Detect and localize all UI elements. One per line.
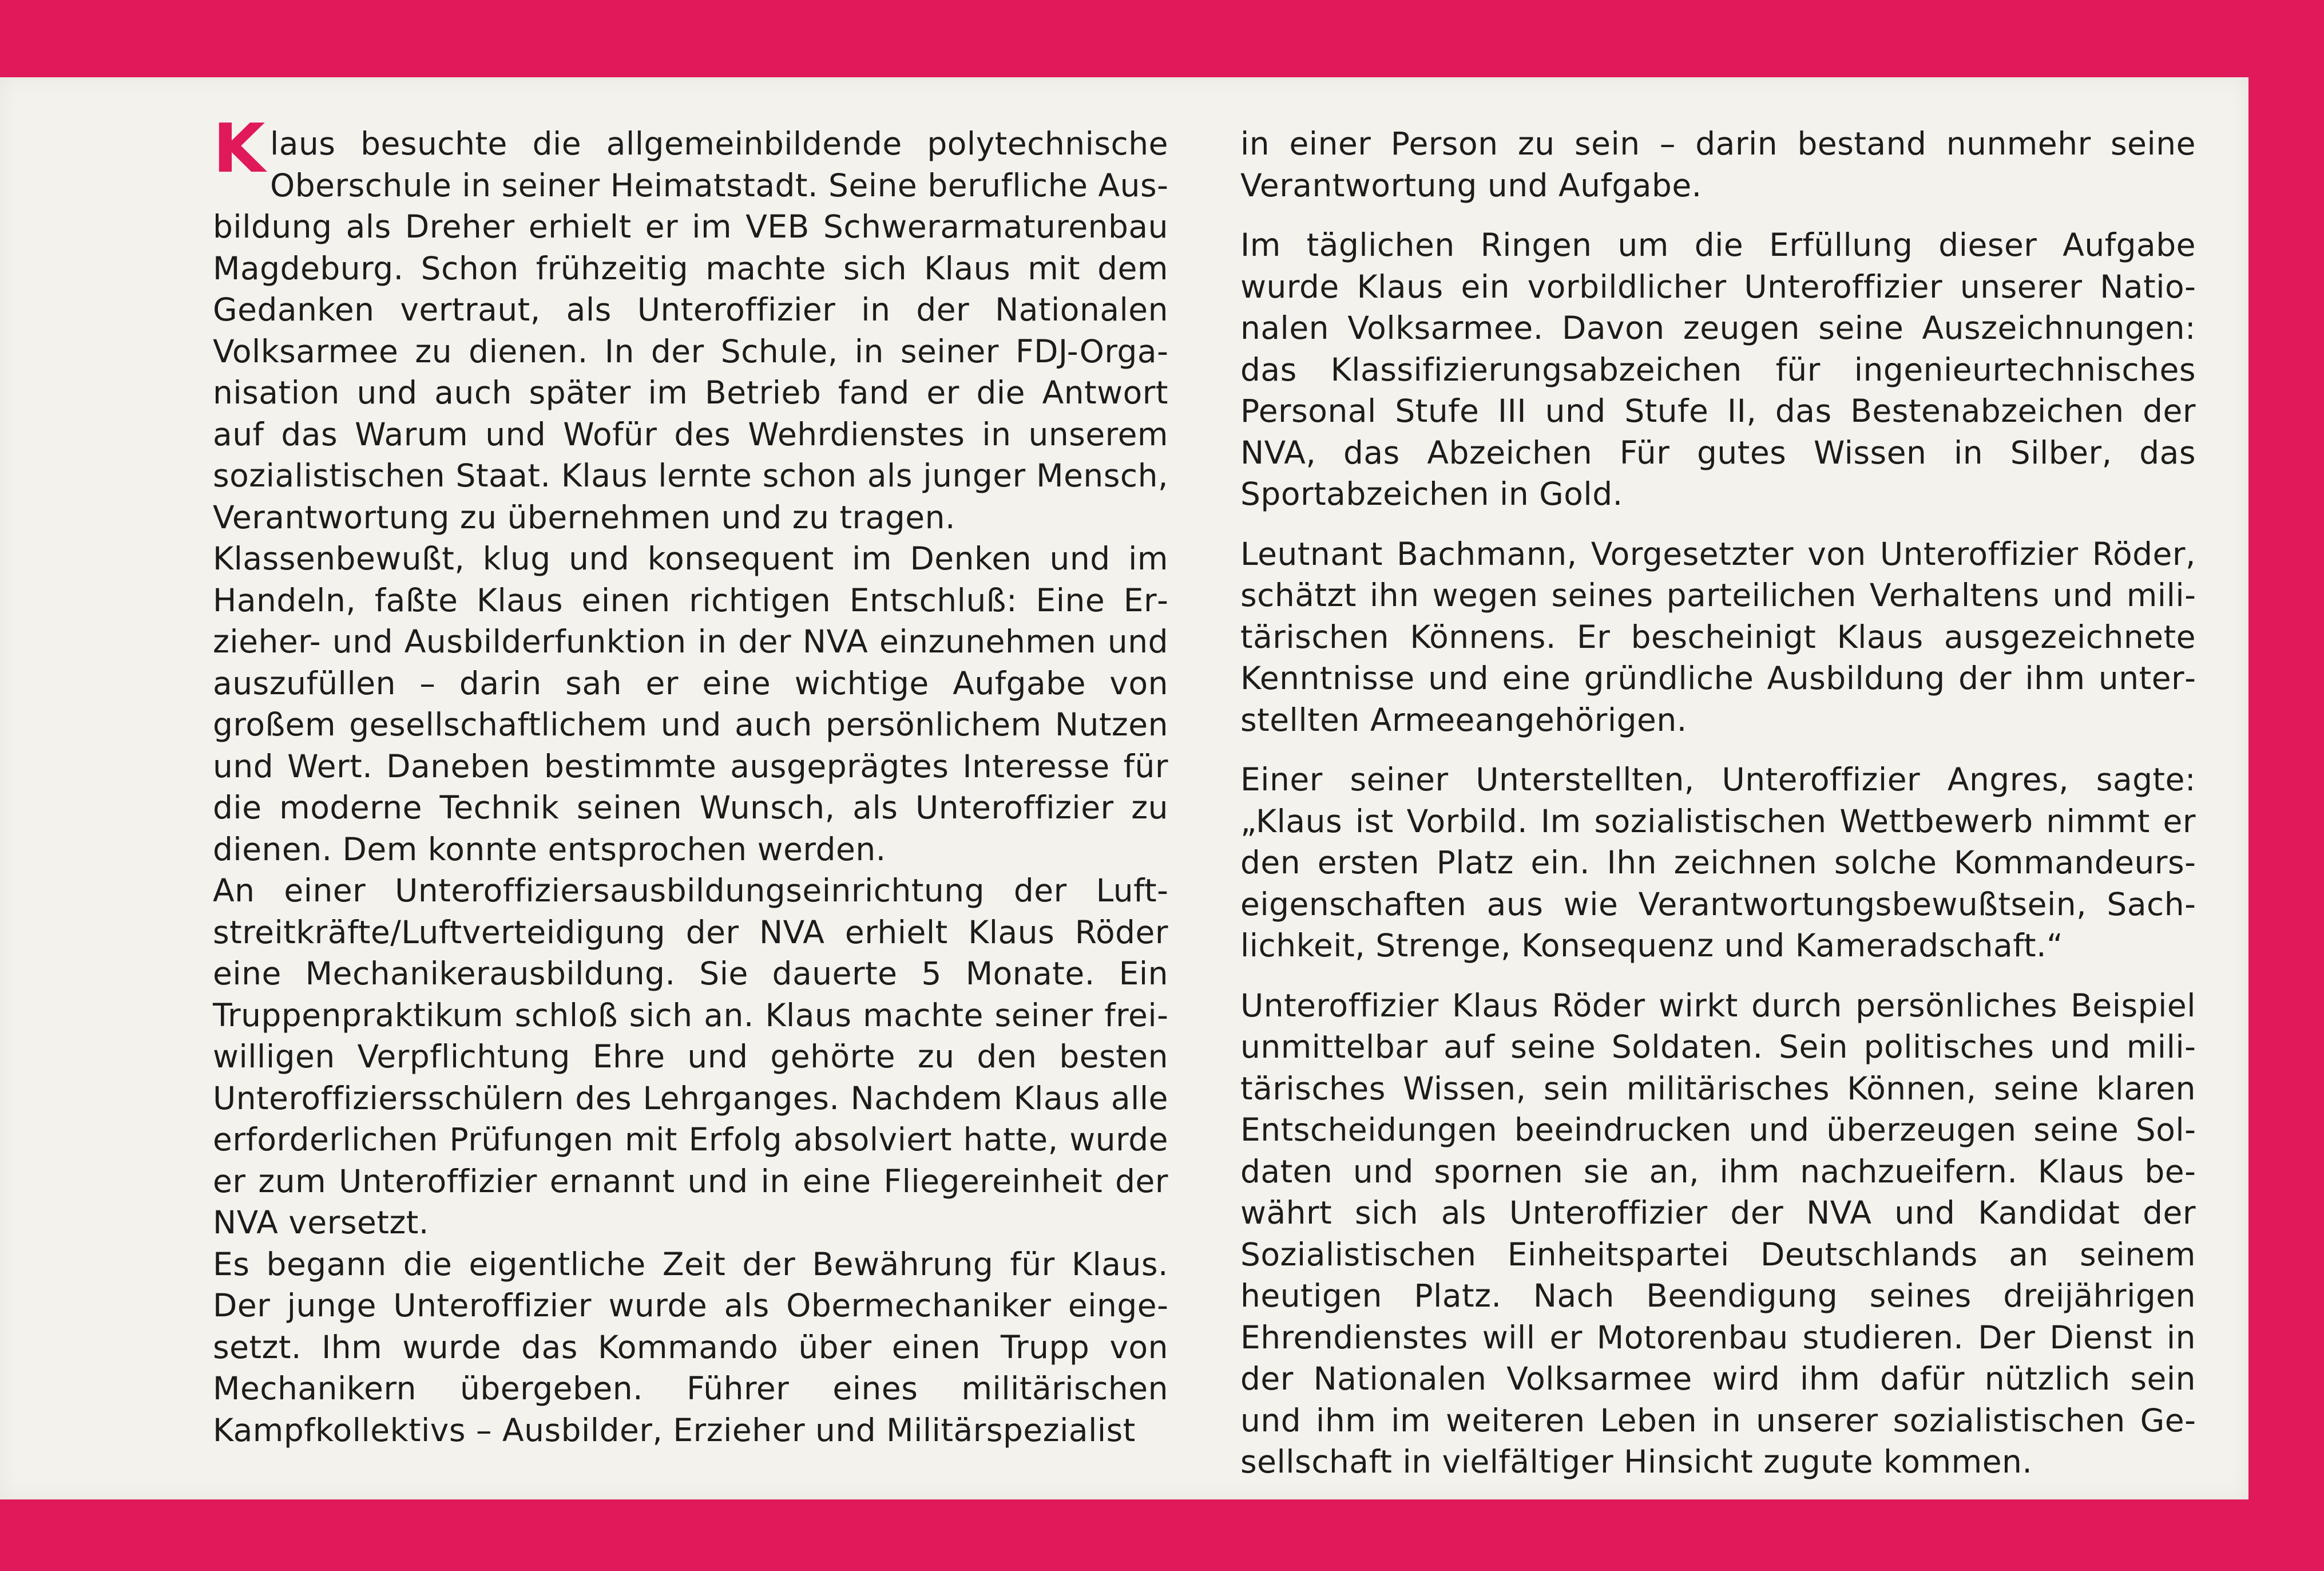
dropcap-letter: K <box>213 109 265 188</box>
paragraph-1 <box>213 109 1168 538</box>
paragraph-7: Leutnant Bachmann, Vorgesetzter von Unteroffizier Röder, schätzt ihn wegen seines parteilichen Verhaltens und militärischen Könnens. Er bescheinigt Klaus ausgezeichnete Kenntnisse und eine gründliche Ausbildung der ihm unterstellten Armeeangehörigen. <box>1240 535 2196 738</box>
paragraph-2: Klassenbewußt, klug und konsequent im Denken und im Handeln, faßte Klaus einen richtigen Entschluß: Eine Erzieher- und Ausbilderfunktion in der NVA einzunehmen und auszufüllen – darin sah er eine wichtige Aufgabe von großem gesellschaftlichem und auch persönlichem Nutzen und Wert. Daneben bestimmte ausgeprägtes Interesse für die moderne Technik seinen Wunsch, als Unteroffizier zu dienen. Dem konnte entsprochen werden. <box>213 540 1168 868</box>
paragraph-9: Unteroffizier Klaus Röder wirkt durch persönliches Beispiel unmittelbar auf seine Soldaten. Sein politisches und militärisches Wissen, sein militärisches Können, seine klaren Entscheidungen beeindrucken und überzeugen seine Soldaten und spornen sie an, ihm nachzueifern. Klaus bewährt sich als Unteroffizier der NVA und Kandidat der Sozialistischen Einheitspartei Deutschlands an seinem heutigen Platz. Nach Beendigung seines dreijährigen Ehrendienstes will er Motorenbau studieren. Der Dienst in der Nationalen Volksarmee wird ihm dafür nützlich sein und ihm im weiteren Leben in unserer sozialistischen Gesellschaft in vielfältiger Hinsicht zugute kommen. <box>1240 987 2196 1480</box>
paragraph-4: Es begann die eigentliche Zeit der Bewährung für Klaus. Der junge Unteroffizier wurde als Obermechaniker eingesetzt. Ihm wurde das Kommando über einen Trupp von Mechanikern übergeben. Führer eines militärischen Kampfkollektivs – Ausbilder, Erzieher und Militärspezialist <box>213 1245 1168 1449</box>
right-text-column <box>1240 123 2196 1501</box>
paragraph-8: Einer seiner Unterstellten, Unteroffizier Angres, sagte: „Klaus ist Vorbild. Im sozialistischen Wettbewerb nimmt er den ersten Platz ein. Ihn zeichnen solche Kommandeurseigenschaften aus wie Verantwortungsbewußtsein, Sachlichkeit, Strenge, Konsequenz und Kameradschaft.“ <box>1240 761 2196 964</box>
paragraph-5: in einer Person zu sein – darin bestand nunmehr seine Verantwortung und Aufgabe. <box>1240 125 2196 204</box>
paragraph-6: Im täglichen Ringen um die Erfüllung dieser Aufgabe wurde Klaus ein vorbildlicher Unteroffizier unserer Nationalen Volksarmee. Davon zeugen seine Auszeichnungen: das Klassifizierungsabzeichen für ingenieurtechnisches Personal Stufe III und Stufe II, das Bestenabzeichen der NVA, das Abzeichen Für gutes Wissen in Silber, das Sportabzeichen in Gold. <box>1240 227 2196 512</box>
paragraph-1-text: laus besuchte die allgemeinbildende polytechnische Oberschule in seiner Heimatstadt. Seine berufliche Ausbildung als Dreher erhielt er im VEB Schwerarmaturenbau Magdeburg. Schon frühzeitig machte sich Klaus mit dem Gedanken vertraut, als Unteroffizier in der Nationalen Volksarmee zu dienen. In der Schule, in seiner FDJ-Organisation und auch später im Betrieb fand er die Antwort auf das Warum und Wofür des Wehrdienstes in unserem sozialistischen Staat. Klaus lernte schon als junger Mensch, Verantwortung zu übernehmen und zu tragen. <box>213 125 1168 536</box>
paragraph-3: An einer Unteroffiziersausbildungseinrichtung der Luftstreitkräfte/Luftverteidigung der NVA erhielt Klaus Röder eine Mechanikerausbildung. Sie dauerte 5 Monate. Ein Truppenpraktikum schloß sich an. Klaus machte seiner freiwilligen Verpflichtung Ehre und gehörte zu den besten Unteroffiziersschülern des Lehrganges. Nachdem Klaus alle erforderlichen Prüfungen mit Erfolg absolviert hatte, wurde er zum Unteroffizier ernannt und in eine Fliegereinheit der NVA versetzt. <box>213 872 1168 1241</box>
left-text-column <box>213 109 1168 1451</box>
